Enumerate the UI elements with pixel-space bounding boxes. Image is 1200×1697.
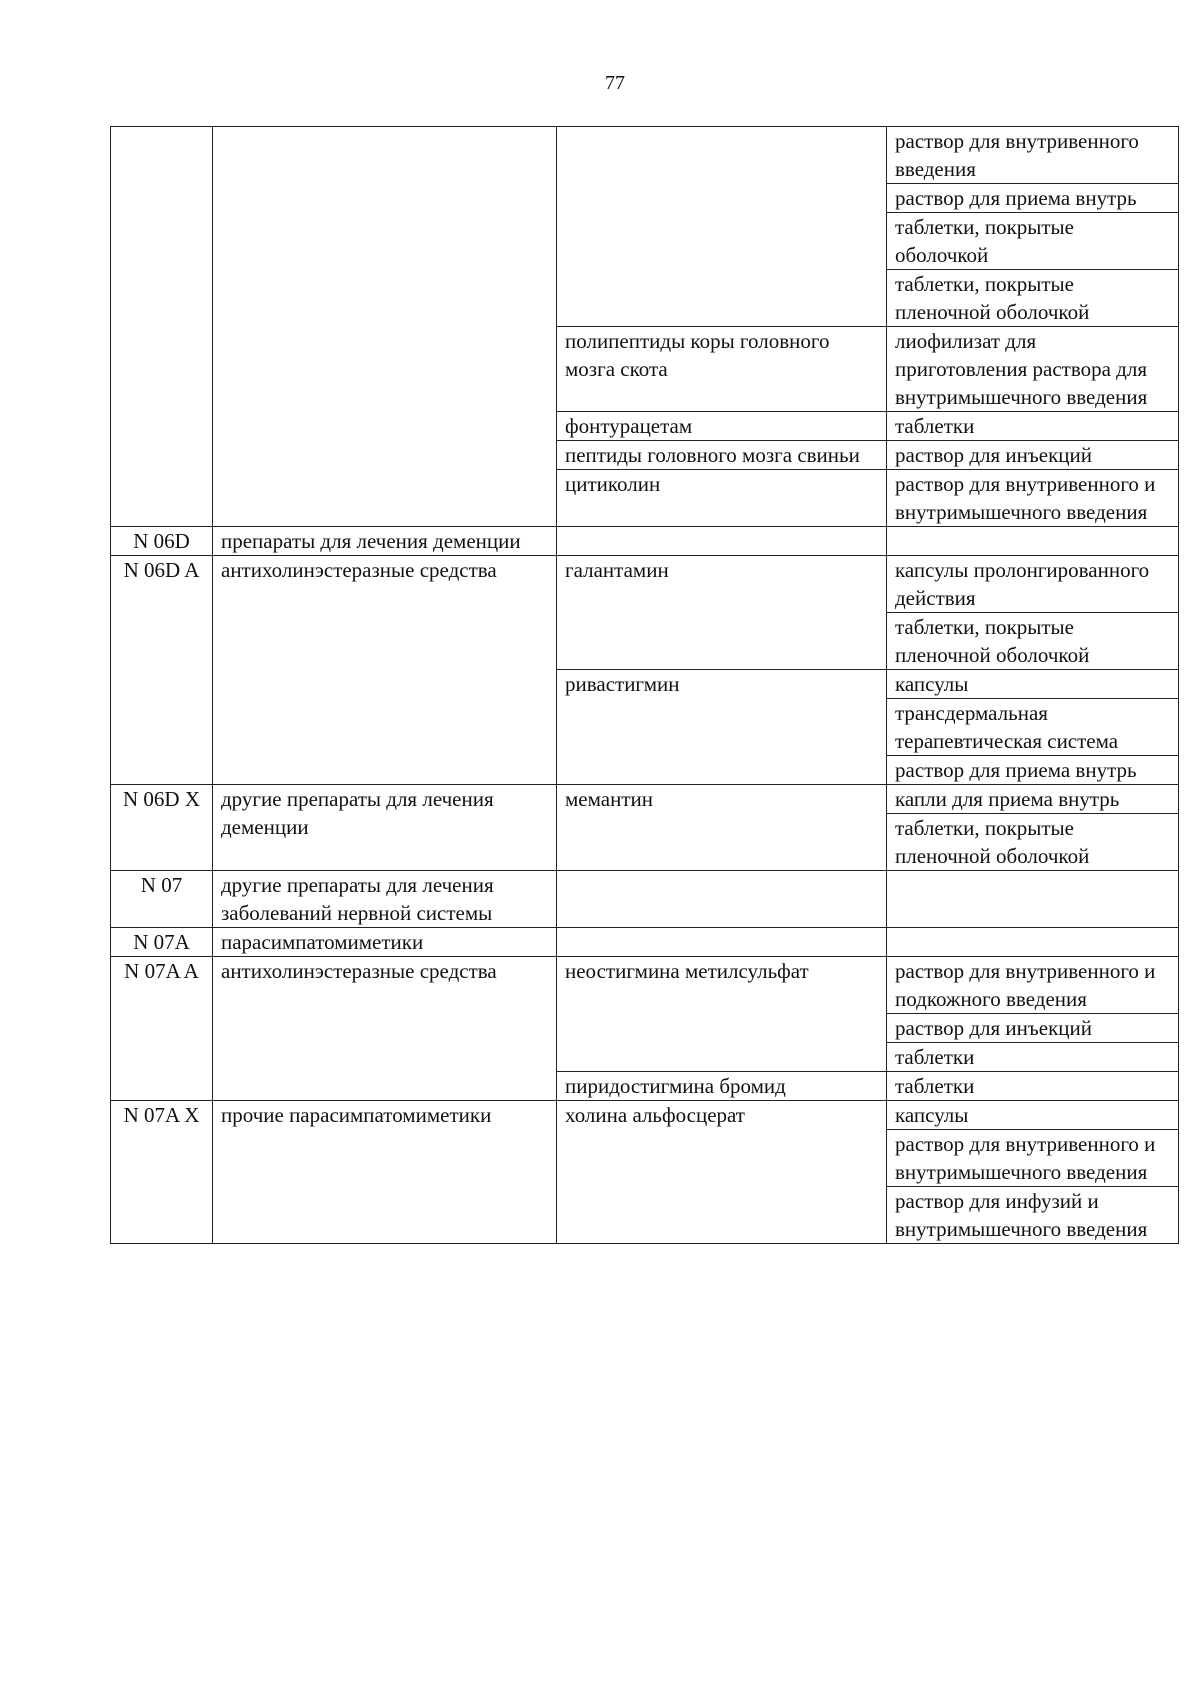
dosage-form-cell: капли для приема внутрь [887,785,1179,814]
table-row [111,871,1179,928]
dosage-form-cell: таблетки, покрытые пленочной оболочкой [887,814,1179,871]
drug-name-cell: галантамин [557,556,887,670]
drug-name-cell [557,871,887,928]
drug-name-cell: мемантин [557,785,887,871]
atc-code-cell: N 07A X [111,1101,213,1244]
dosage-form-cell: лиофилизат для приготовления раствора для внутримышечного введения [887,327,1179,412]
dosage-form-cell [887,871,1179,928]
atc-code-cell: N 07A A [111,957,213,1101]
dosage-form-cell: таблетки, покрытые пленочной оболочкой [887,270,1179,327]
drug-name-cell: полипептиды коры головного мозга скота [557,327,887,412]
drug-name-cell: неостигмина метилсульфат [557,957,887,1072]
dosage-form-cell: таблетки, покрытые оболочкой [887,213,1179,270]
dosage-form-cell: капсулы пролонгированного действия [887,556,1179,613]
dosage-form-cell: таблетки [887,412,1179,441]
table-row [111,1101,1179,1130]
drug-name-cell: цитиколин [557,470,887,527]
dosage-form-cell: таблетки, покрытые пленочной оболочкой [887,613,1179,670]
dosage-form-cell: раствор для инъекций [887,1014,1179,1043]
table-row [111,785,1179,814]
atc-group-name-cell: другие препараты для лечения деменции [213,785,557,871]
atc-code-cell: N 06D [111,527,213,556]
drug-name-cell: ривастигмин [557,670,887,785]
atc-group-name-cell: антихолинэстеразные средства [213,957,557,1101]
dosage-form-cell: раствор для внутривенного и внутримышечного введения [887,470,1179,527]
dosage-form-cell: капсулы [887,670,1179,699]
drug-name-cell: фонтурацетам [557,412,887,441]
atc-group-name-cell: прочие парасимпатомиметики [213,1101,557,1244]
atc-group-name-cell: антихолинэстеразные средства [213,556,557,785]
dosage-form-cell: таблетки [887,1043,1179,1072]
atc-code-cell: N 06D A [111,556,213,785]
dosage-form-cell: капсулы [887,1101,1179,1130]
atc-code-cell [111,127,213,527]
drug-name-cell: пептиды головного мозга свиньи [557,441,887,470]
drug-table [110,126,1179,1244]
drug-name-cell: холина альфосцерат [557,1101,887,1244]
table-row [111,127,1179,184]
dosage-form-cell: раствор для внутривенного введения [887,127,1179,184]
atc-code-cell: N 07 [111,871,213,928]
drug-name-cell [557,527,887,556]
atc-code-cell: N 06D X [111,785,213,871]
page-number: 77 [605,72,625,94]
table-row [111,957,1179,1014]
drug-name-cell [557,928,887,957]
table-row [111,556,1179,613]
dosage-form-cell: раствор для приема внутрь [887,756,1179,785]
dosage-form-cell: раствор для внутривенного и внутримышечного введения [887,1130,1179,1187]
atc-group-name-cell: парасимпатомиметики [213,928,557,957]
dosage-form-cell: раствор для приема внутрь [887,184,1179,213]
atc-code-cell: N 07A [111,928,213,957]
dosage-form-cell: раствор для внутривенного и подкожного введения [887,957,1179,1014]
dosage-form-cell [887,928,1179,957]
table-row [111,527,1179,556]
atc-group-name-cell [213,127,557,527]
dosage-form-cell: раствор для инфузий и внутримышечного введения [887,1187,1179,1244]
table-row [111,928,1179,957]
dosage-form-cell: трансдермальная терапевтическая система [887,699,1179,756]
atc-group-name-cell: другие препараты для лечения заболеваний нервной системы [213,871,557,928]
drug-name-cell [557,127,887,327]
dosage-form-cell: таблетки [887,1072,1179,1101]
drug-name-cell: пиридостигмина бромид [557,1072,887,1101]
dosage-form-cell: раствор для инъекций [887,441,1179,470]
dosage-form-cell [887,527,1179,556]
atc-group-name-cell: препараты для лечения деменции [213,527,557,556]
